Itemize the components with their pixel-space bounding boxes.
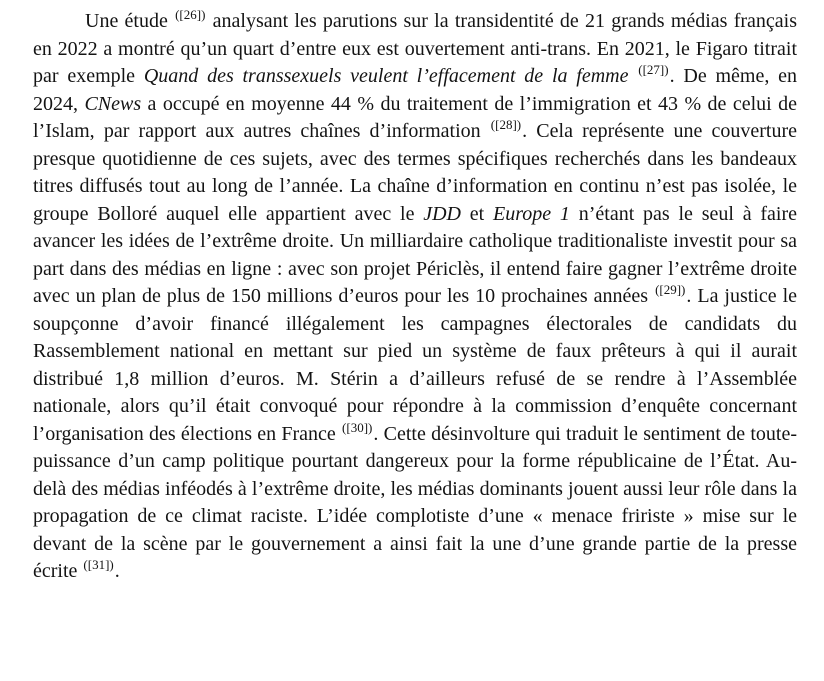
- text-run: Une étude: [85, 10, 175, 32]
- text-run: . Cela représente une couverture presque quotidienne de ces sujets, avec des termes spécifiques recherchés dans les bandeaux titres diffusés tout au long de l’année. La chaîne d’information en continu n’est pas isolée, le groupe Bolloré auquel elle appartient avec le: [33, 120, 797, 225]
- footnote-ref-31[interactable]: ([31]): [83, 557, 114, 572]
- article-body: [33, 8, 797, 586]
- footnote-ref-30[interactable]: ([30]): [342, 419, 373, 435]
- text-run: . Cette désinvolture qui traduit le sentiment de toute-puissance d’un camp politique pourtant dangereux pour la forme républicaine de l’État. Au-delà des médias inféodés à l’extrême droite, les médias dominants jouent aussi leur rôle dans la propagation de ce climat raciste. L’idée complotiste d’une « menace fririste » mise sur le devant de la scène par le gouvernement a ainsi fait la une d’une grande partie de la presse écrite: [33, 422, 797, 582]
- footnote-ref-27[interactable]: ([27]): [638, 62, 669, 77]
- media-name-jdd: JDD: [423, 202, 461, 225]
- text-run: .: [114, 560, 120, 582]
- text-run: . La justice le soupçonne d’avoir financé illégalement les campagnes électorales de candidats du Rassemblement national en mettant sur pied un système de faux prêteurs à qui il aurait distribué 1,8 million d’euros. M. Stérin a d’ailleurs refusé de se rendre à l’Assemblée nationale, alors qu’il était convoqué pour répondre à la commission d’enquête concernant l’organisation des élections en France: [33, 285, 798, 445]
- media-name-cnews: CNews: [84, 92, 142, 115]
- quoted-title: Quand des transsexuels veulent l’effacement de la femme: [143, 65, 629, 87]
- paragraph: [33, 8, 797, 586]
- text-run: a occupé en moyenne 44 % du traitement de l’immigration et 43 % de celui de l’Islam, par rapport aux autres chaînes d’information: [33, 92, 798, 142]
- media-name-europe1: Europe 1: [493, 202, 570, 225]
- footnote-ref-26[interactable]: ([26]): [175, 7, 206, 22]
- text-run: analysant les parutions sur la transidentité de 21 grands médias français en 2022 a montré qu’un quart d’entre eux est ouvertement anti-trans. En 2021, le Figaro titrait par exemple: [33, 10, 797, 87]
- text-run: . De même, en 2024,: [33, 65, 797, 115]
- footnote-ref-28[interactable]: ([28]): [490, 117, 522, 132]
- footnote-ref-29[interactable]: ([29]): [655, 282, 686, 297]
- text-run: et: [461, 202, 494, 225]
- text-run: n’étant pas le seul à faire avancer les idées de l’extrême droite. Un milliardaire catholique traditionaliste investit pour sa part dans des médias en ligne : avec son projet Périclès, il entend faire gagner l’extrême droite avec un plan de plus de 150 millions d’euros pour les 10 prochaines années: [33, 202, 797, 307]
- text-run: [628, 65, 637, 87]
